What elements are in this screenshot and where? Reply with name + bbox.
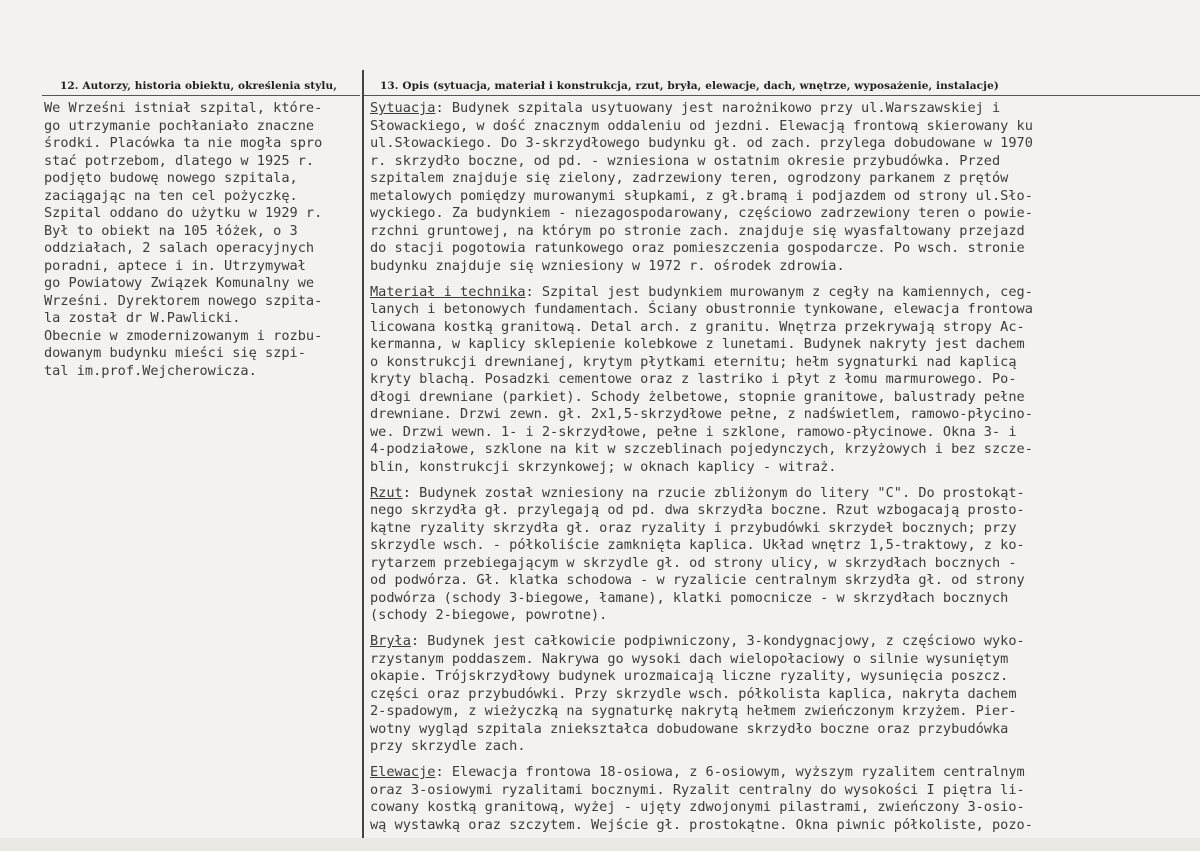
description-line: rytarzem przebiegającym w skrzydle gł. od strony ulicy, w skrzydłach bocznych - (370, 554, 1017, 571)
description-line: wotny wygląd szpitala zniekształca dobudowane skrzydło boczne oraz przybudówka (370, 720, 1009, 737)
description-line (370, 633, 1198, 651)
description-line: (schody 2-biegowe, powrotne). (370, 607, 608, 623)
description-line: 4-podziałowe, szklone na kit w szczeblinach pojedynczych, krzyżowych i bez szcze- (370, 441, 1033, 457)
description-line (370, 764, 1198, 782)
description-line: podwórza (schody 3-biegowe, łamane), klatki pomocnicze - w skrzydłach bocznych (370, 589, 1009, 606)
description-line: budynku znajduje się wzniesiony w 1972 r. ośrodek zdrowia. (370, 257, 845, 274)
section-label: Rzut (370, 484, 403, 501)
description-section (370, 633, 1198, 756)
history-line: Wrześni. Dyrektorem nowego szpita- (44, 292, 323, 309)
history-line: stać potrzebom, dlatego w 1925 r. (44, 152, 315, 169)
description-line: drewniane. Drzwi zewn. gł. 2x1,5-skrzydłowe pełne, z nadświetlem, ramowo-płycino- (370, 406, 1033, 422)
description-line: we. Drzwi wewn. 1- i 2-skrzydłowe, pełne i szklone, ramowo-płycinowe. Okna 3- i (370, 423, 1017, 440)
description-section (370, 284, 1198, 477)
description-line: do stacji pogotowia ratunkowego oraz pomieszczenia gospodarcze. Po wsch. stronie (370, 240, 1025, 256)
description-line: kermanna, w kaplicy sklepienie kolebkowe z lunetami. Budynek nakryty jest dachem (370, 336, 1025, 352)
section-13-heading: 13. Opis (sytuacja, materiał i konstrukcja, rzut, bryła, elewacje, dach, wnętrze, wyposażenie, instalacje) (380, 80, 999, 92)
description-line: cowany kostką granitową, wyżej - ujęty zdwojonymi pilastrami, zwieńczony 3-osio- (370, 799, 1025, 815)
description-line: dłogi drewniane (parkiet). Schody żelbetowe, stopnie granitowe, balustrady pełne (370, 388, 1025, 405)
description-line (370, 485, 1198, 503)
description-line: o konstrukcji drewnianej, krytym płytkami eternitu; hełm sygnaturki nad kaplicą (370, 353, 1017, 370)
description-line: ul.Słowackiego. Do 3-skrzydłowego budynku gł. od zach. przylega dobudowane w 1970 (370, 135, 1033, 151)
section-text: : Budynek jest całkowicie podpiwniczony, 3-kondygnacjowy, z częściowo wyko- (410, 633, 1025, 649)
description-line: wą wystawką oraz szczytem. Wejście gł. prostokątne. Okna piwnic półkoliste, pozo- (370, 816, 1033, 833)
description-line: części oraz przybudówki. Przy skrzydle wsch. półkolista kaplica, nakryta dachem (370, 685, 1017, 702)
section-label: Elewacje (370, 764, 436, 780)
history-line: dowanym budynku mieści się szpi- (44, 345, 306, 361)
history-line: Szpital oddano do użytku w 1929 r. (44, 205, 323, 221)
description-line: nego skrzydła gł. przylegają od pd. dwa skrzydła boczne. Rzut wzbogacają prosto- (370, 502, 1025, 518)
description-line: przy skrzydle zach. (370, 738, 526, 754)
history-line: Był to obiekt na 105 łóżek, o 3 (44, 222, 298, 239)
description-line: r. skrzydło boczne, od pd. - wzniesiona w ostatnim okresie przybudówka. Przed (370, 152, 1001, 169)
section-label: Sytuacja (370, 100, 436, 116)
description-line: szpitalem znajduje się zielony, zadrzewiony teren, ogrodzony parkanem z prętów (370, 170, 1009, 186)
history-line: zaciągając na ten cel pożyczkę. (44, 187, 298, 204)
description-line: kątne ryzality skrzydła gł. oraz ryzality i przybudówki skrzydeł bocznych; przy (370, 519, 1017, 536)
description-line: lanych i betonowych fundamentach. Ściany obustronnie tynkowane, elewacja frontowa (370, 301, 1033, 317)
description-section (370, 764, 1198, 834)
description-line: blin, konstrukcji skrzynkowej; w oknach kaplicy - witraż. (370, 458, 837, 475)
history-line: tal im.prof.Wejcherowicza. (44, 362, 257, 379)
section-text: : Budynek został wzniesiony na rzucie zbliżonym do litery "C". Do prostokąt- (402, 484, 1025, 501)
description-line: metalowych pomiędzy murowanymi słupkami, z gł.bramą i podjazdem od strony ul.Sło- (370, 187, 1033, 204)
history-line: oddziałach, 2 salach operacyjnych (44, 240, 315, 256)
description-line: skrzydle wsch. - półkoliście zamknięta kaplica. Układ wnętrz 1,5-traktowy, z ko- (370, 537, 1025, 553)
description-section (370, 100, 1198, 275)
description-text-column (370, 100, 1198, 843)
description-line: wyckiego. Za budynkiem - niezagospodarowany, częściowo zadrzewiony teren o powie- (370, 205, 1033, 221)
description-line: okapie. Trójskrzydłowy budynek urozmaicają liczne ryzality, wysunięcia poszcz. (370, 668, 1009, 684)
description-line: od podwórza. Gł. klatka schodowa - w ryzalicie centralnym skrzydła gł. od strony (370, 572, 1025, 588)
history-line: środki. Placówka ta nie mogła spro (44, 135, 323, 151)
description-line: rzystanym poddaszem. Nakrywa go wysoki dach wielopołaciowy o silnie wysuniętym (370, 650, 1009, 667)
description-line: Słowackiego, w dość znacznym oddaleniu od jezdni. Elewacją frontową skierowany ku (370, 117, 1033, 134)
section-label: Materiał i technika (370, 283, 526, 300)
description-line: kryty blachą. Posadzki cementowe oraz z lastriko i płyt z łomu marmurowego. Po- (370, 371, 1017, 387)
history-line: la został dr W.Pawlicki. (44, 310, 241, 326)
history-line: poradni, aptece i in. Utrzymywał (44, 257, 306, 274)
description-line: rzchni gruntowej, na którym po stronie zach. znajduje się wyasfaltowany przejazd (370, 222, 1025, 239)
section-text: : Szpital jest budynkiem murowanym z cegły na kamiennych, ceg- (525, 283, 1033, 300)
description-line (370, 284, 1198, 302)
history-line: We Wrześni istniał szpital, które- (44, 100, 323, 116)
history-line: podjęto budowę nowego szpitala, (44, 170, 298, 186)
card-bottom-edge (0, 838, 1200, 851)
history-text-column (44, 100, 356, 380)
section-12-heading: 12. Autorzy, historia obiektu, określenia stylu, (60, 80, 338, 92)
description-line: 2-spadowym, z wieżyczką na sygnaturkę nakrytą hełmem zwieńczonym krzyżem. Pier- (370, 703, 1017, 719)
section-label: Bryła (370, 633, 411, 649)
history-line: go Powiatowy Związek Komunalny we (44, 275, 315, 291)
description-line: oraz 3-osiowymi ryzalitami bocznymi. Ryzalit centralny do wysokości I piętra li- (370, 781, 1025, 798)
history-line: Obecnie w zmodernizowanym i rozbu- (44, 327, 323, 344)
section-text: : Budynek szpitala usytuowany jest narożnikowo przy ul.Warszawskiej i (435, 100, 1001, 116)
history-line: go utrzymanie pochłaniało znaczne (44, 117, 315, 134)
description-line (370, 100, 1198, 118)
header-rule-left (42, 95, 360, 96)
header-rule-right (364, 95, 1200, 96)
column-divider (362, 70, 364, 851)
description-line: licowana kostką granitową. Detal arch. z granitu. Wnętrza przekrywają stropy Ac- (370, 318, 1025, 335)
section-text: : Elewacja frontowa 18-osiowa, z 6-osiowym, wyższym ryzalitem centralnym (435, 764, 1025, 780)
description-section (370, 485, 1198, 625)
